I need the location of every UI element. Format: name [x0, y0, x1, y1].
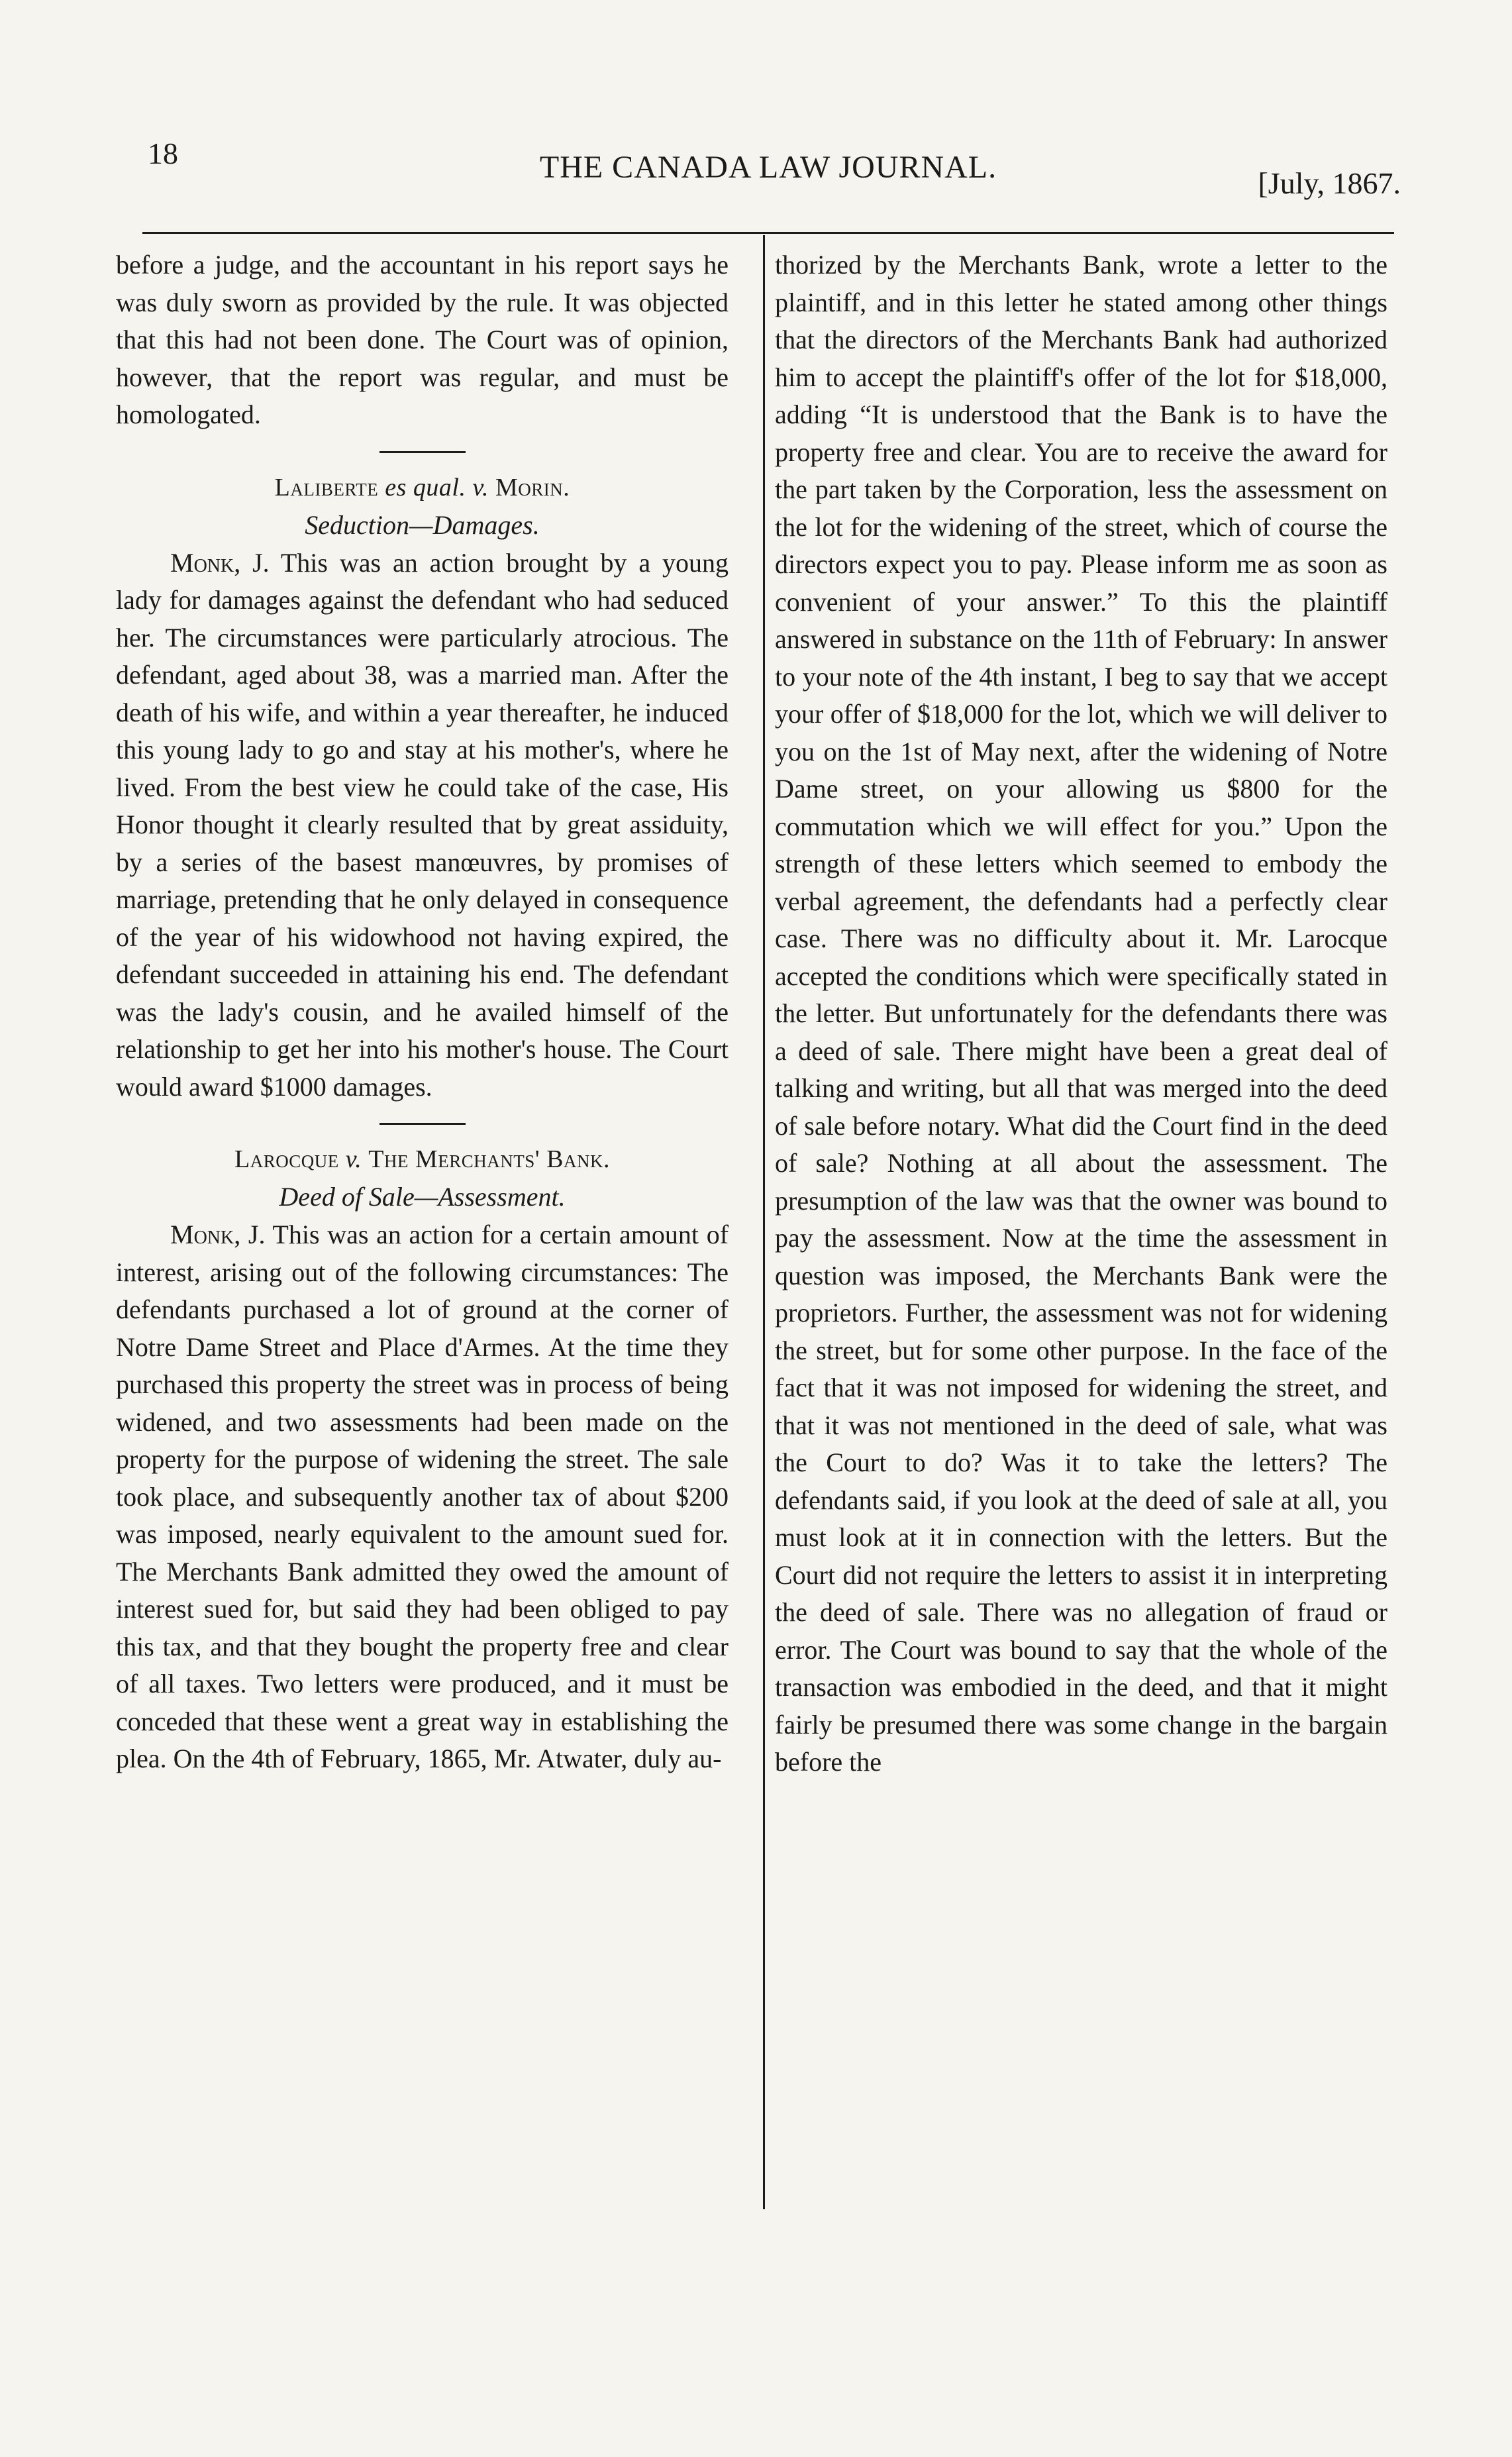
- column-divider: [763, 235, 765, 2209]
- case-text: This was an action for a certain amount of interest, arising out of the following circumstances: The defendants purchased a lot of ground at the corner of Notre Dame Street and Place d'Armes. At the time they purchased this property the street was in process of being widened, and two assessments had been made on the property for the purpose of widening the street. The sale took place, and subsequently another tax of about $200 was imposed, nearly equivalent to the amount sued for. The Merchants Bank admitted they owed the amount of interest sued for, but said they had been obliged to pay this tax, and that they bought the property free and clear of all taxes. Two letters were produced, and it must be conceded that these went a great way in establishing the plea. On the 4th of February, 1865, Mr. Atwater, duly au-: [116, 1220, 729, 1773]
- case-plaintiff: Larocque: [234, 1145, 339, 1173]
- right-column-text: thorized by the Merchants Bank, wrote a letter to the plaintiff, and in this letter he stated among other things that the directors of the Merchants Bank had authorized him to accept the plaintiff's offer of the lot for $18,000, adding “It is understood that the Bank is to have the property free and clear. You are to receive the award for the part taken by the Corporation, less the assessment on the lot for the widening of the street, which of course the directors expect you to pay. Please inform me as soon as convenient of your answer.” To this the plaintiff answered in substance on the 11th of February: In answer to your note of the 4th instant, I beg to say that we accept your offer of $18,000 for the lot, which we will deliver to you on the 1st of May next, after the widening of Notre Dame street, on your allowing us $800 for the commutation which we will effect for you.” Upon the strength of these letters which seemed to embody the verbal agreement, the defendants had a perfectly clear case. There was no difficulty about it. Mr. Larocque accepted the conditions which were specifically stated in the letter. But unfortunately for the defendants there was a deed of sale. There might have been a great deal of talking and writing, but all that was merged into the deed of sale before notary. What did the Court find in the deed of sale? Nothing at all about the assessment. The presumption of the law was that the owner was bound to pay the assessment. Now at the time the assessment in question was imposed, the Merchants Bank were the proprietors. Further, the assessment was not for widening the street, but for some other purpose. In the face of the fact that it was not imposed for widening the street, and that it was not mentioned in the deed of sale, what was the Court to do? Was it to take the letters? The defendants said, if you look at the deed of sale at all, you must look at it in connection with the letters. But the Court did not require the letters to assist it in interpreting the deed of sale. There was no allegation of fraud or error. The Court was bound to say that the whole of the transaction was embodied in the deed, and that it might fairly be presumed there was some change in the bargain before the: [775, 250, 1387, 1777]
- case-versus: v.: [345, 1145, 362, 1173]
- journal-title: THE CANADA LAW JOURNAL.: [539, 150, 997, 185]
- case-title-larocque: [116, 1141, 729, 1178]
- header-rule: [142, 232, 1394, 234]
- case-body: [116, 1216, 729, 1778]
- issue-date: [July, 1867.: [1258, 166, 1401, 200]
- page-number: 18: [148, 136, 178, 170]
- judge-name: Monk, J.: [170, 1220, 266, 1249]
- case-qualifier: es qual. v.: [385, 473, 489, 501]
- case-body: [116, 545, 729, 1106]
- opening-paragraph: before a judge, and the accountant in his report says he was duly sworn as provided by the rule. It was objected that this had not been done. The Court was of opinion, however, that the report was regular, and must be homologated.: [116, 250, 729, 429]
- section-separator: [379, 1123, 466, 1125]
- case-title-laliberte: [116, 469, 729, 506]
- page-header: [136, 136, 1401, 200]
- case-subtitle: Seduction—Damages.: [305, 509, 540, 540]
- case-defendant: The Merchants' Bank.: [368, 1145, 610, 1173]
- case-defendant: Morin.: [495, 473, 570, 501]
- judge-name: Monk, J.: [170, 547, 270, 578]
- left-column: [116, 246, 729, 1778]
- right-column: [775, 246, 1387, 1781]
- case-subtitle: Deed of Sale—Assessment.: [279, 1182, 566, 1212]
- case-plaintiff: Laliberte: [274, 473, 379, 501]
- case-text: This was an action brought by a young lady for damages against the defendant who had seduced her. The circumstances were particularly atrocious. The defendant, aged about 38, was a married man. After the death of his wife, and within a year thereafter, he induced this young lady to go and stay at his mother's, where he lived. From the best view he could take of the case, His Honor thought it clearly resulted that by great assiduity, by a series of the basest manœuvres, by promises of marriage, pretending that he only delayed in consequence of the year of his widowhood not having expired, the defendant succeeded in attaining his end. The defendant was the lady's cousin, and he availed himself of the relationship to get her into his mother's house. The Court would award $1000 damages.: [116, 547, 729, 1102]
- section-separator: [379, 451, 466, 453]
